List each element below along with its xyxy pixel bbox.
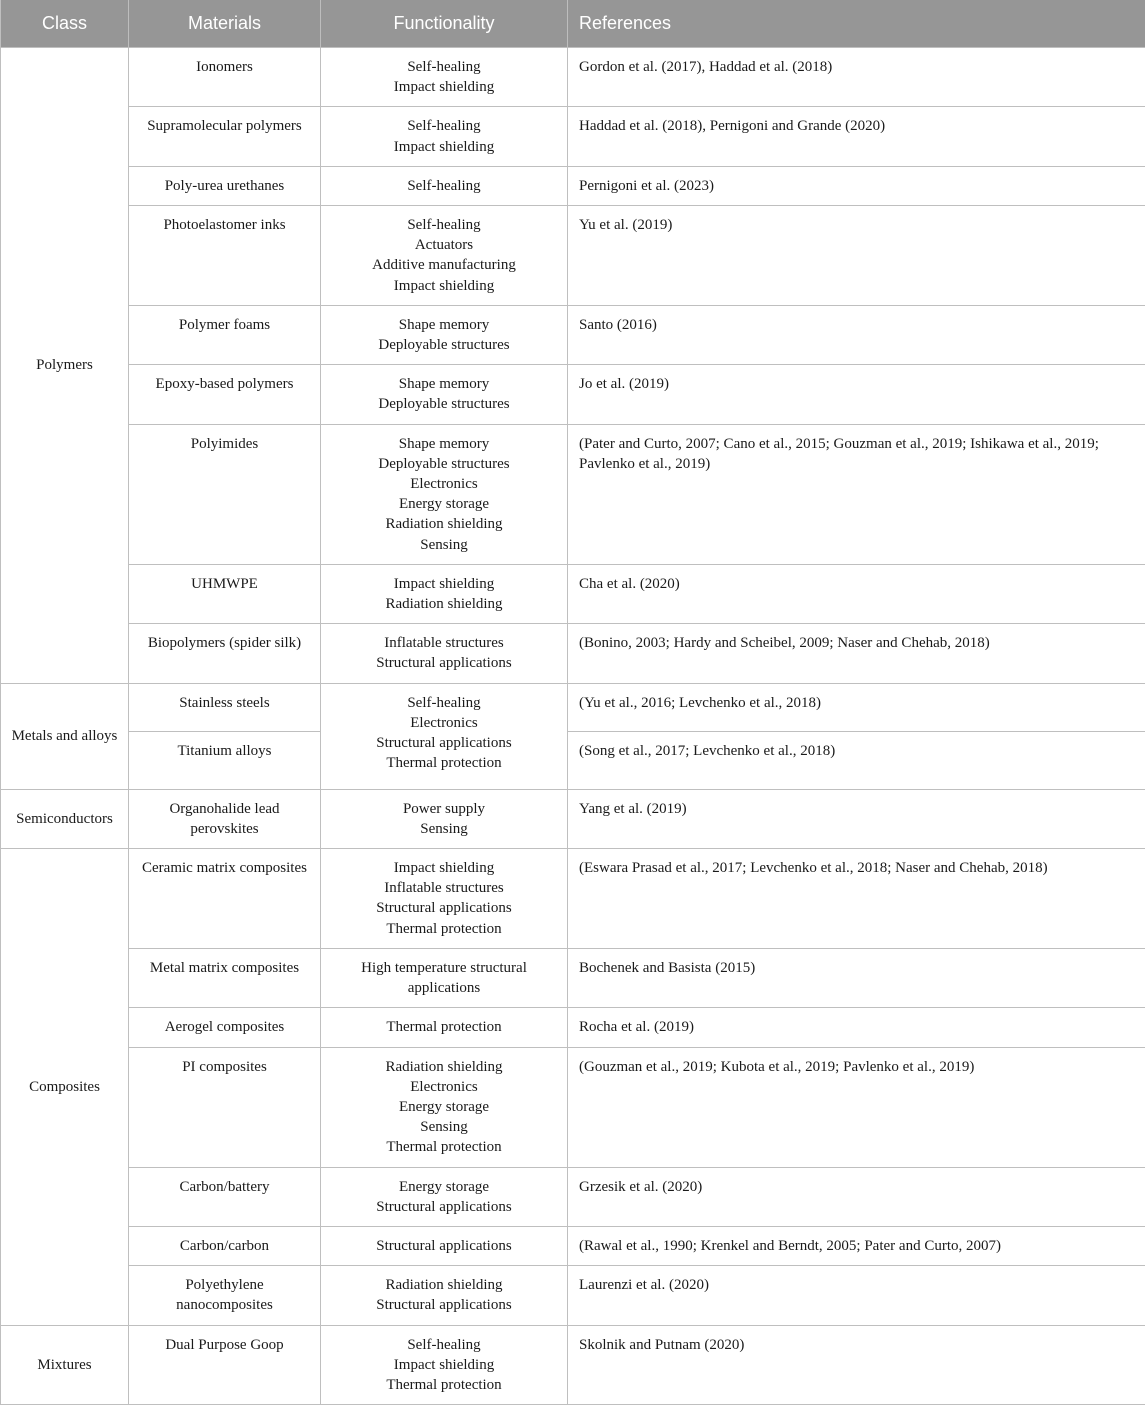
material-cell: Polymer foams — [129, 305, 321, 364]
table-row — [1, 624, 1145, 683]
table-row — [1, 365, 1145, 424]
material-cell: Carbon/battery — [129, 1167, 321, 1226]
table-row — [1, 166, 1145, 205]
table-row — [1, 305, 1145, 364]
material-cell: Titanium alloys — [129, 731, 321, 789]
references-cell: Jo et al. (2019) — [568, 365, 1145, 424]
functionality-item: Structural applications — [331, 733, 557, 753]
references-cell: (Rawal et al., 1990; Krenkel and Berndt, 2005; Pater and Curto, 2007) — [568, 1226, 1145, 1265]
header-functionality: Functionality — [321, 0, 568, 48]
functionality-item: Self-healing — [331, 116, 557, 136]
functionality-item: Sensing — [331, 535, 557, 555]
functionality-item: Electronics — [331, 474, 557, 494]
functionality-cell — [321, 365, 568, 424]
material-cell: Epoxy-based polymers — [129, 365, 321, 424]
functionality-cell — [321, 166, 568, 205]
references-cell: Yu et al. (2019) — [568, 206, 1145, 306]
functionality-item: Thermal protection — [331, 919, 557, 939]
references-cell: Grzesik et al. (2020) — [568, 1167, 1145, 1226]
functionality-item: Radiation shielding — [331, 594, 557, 614]
material-cell: Polyimides — [129, 424, 321, 564]
functionality-item: Structural applications — [331, 1295, 557, 1315]
table-row — [1, 1266, 1145, 1325]
references-cell: Gordon et al. (2017), Haddad et al. (2018) — [568, 48, 1145, 107]
material-cell: Stainless steels — [129, 683, 321, 731]
functionality-item: Structural applications — [331, 1236, 557, 1256]
functionality-cell — [321, 48, 568, 107]
references-cell: Cha et al. (2020) — [568, 564, 1145, 623]
functionality-item: Actuators — [331, 235, 557, 255]
functionality-cell — [321, 424, 568, 564]
functionality-item: Energy storage — [331, 1097, 557, 1117]
references-cell: (Bonino, 2003; Hardy and Scheibel, 2009; Naser and Chehab, 2018) — [568, 624, 1145, 683]
material-cell: Dual Purpose Goop — [129, 1325, 321, 1405]
functionality-item: Impact shielding — [331, 858, 557, 878]
functionality-cell — [321, 206, 568, 306]
functionality-cell — [321, 1226, 568, 1265]
material-cell: Organohalide lead perovskites — [129, 789, 321, 848]
functionality-item: Thermal protection — [331, 753, 557, 773]
material-cell: Metal matrix composites — [129, 948, 321, 1007]
material-cell: Photoelastomer inks — [129, 206, 321, 306]
functionality-item: Deployable structures — [331, 394, 557, 414]
table-row — [1, 48, 1145, 107]
references-cell: Laurenzi et al. (2020) — [568, 1266, 1145, 1325]
functionality-item: Structural applications — [331, 898, 557, 918]
functionality-item: Deployable structures — [331, 335, 557, 355]
functionality-item: Self-healing — [331, 1335, 557, 1355]
material-cell: Aerogel composites — [129, 1008, 321, 1047]
functionality-cell — [321, 1325, 568, 1405]
table-row — [1, 683, 1145, 731]
references-cell: (Song et al., 2017; Levchenko et al., 2018) — [568, 731, 1145, 789]
table-row — [1, 948, 1145, 1007]
functionality-item: Electronics — [331, 1077, 557, 1097]
functionality-item: Self-healing — [331, 215, 557, 235]
functionality-cell — [321, 948, 568, 1007]
functionality-cell — [321, 1047, 568, 1167]
functionality-item: Shape memory — [331, 374, 557, 394]
functionality-cell — [321, 624, 568, 683]
functionality-cell — [321, 1266, 568, 1325]
references-cell: Pernigoni et al. (2023) — [568, 166, 1145, 205]
class-cell: Composites — [1, 849, 129, 1325]
functionality-item: Shape memory — [331, 434, 557, 454]
table-row — [1, 1008, 1145, 1047]
references-cell: Rocha et al. (2019) — [568, 1008, 1145, 1047]
header-materials: Materials — [129, 0, 321, 48]
functionality-item: Sensing — [331, 819, 557, 839]
references-cell: (Yu et al., 2016; Levchenko et al., 2018) — [568, 683, 1145, 731]
material-cell: UHMWPE — [129, 564, 321, 623]
references-cell: Haddad et al. (2018), Pernigoni and Grande (2020) — [568, 107, 1145, 166]
table-row — [1, 424, 1145, 564]
functionality-cell — [321, 305, 568, 364]
functionality-item: Inflatable structures — [331, 633, 557, 653]
header-row — [1, 0, 1145, 48]
references-cell: Skolnik and Putnam (2020) — [568, 1325, 1145, 1405]
class-cell: Polymers — [1, 48, 129, 684]
functionality-item: Self-healing — [331, 176, 557, 196]
functionality-item: Impact shielding — [331, 574, 557, 594]
functionality-item: Radiation shielding — [331, 514, 557, 534]
functionality-item: Energy storage — [331, 1177, 557, 1197]
functionality-item: Additive manufacturing — [331, 255, 557, 275]
functionality-cell — [321, 683, 568, 789]
header-class: Class — [1, 0, 129, 48]
functionality-item: Energy storage — [331, 494, 557, 514]
table-row — [1, 789, 1145, 848]
functionality-item: Thermal protection — [331, 1375, 557, 1395]
table-row — [1, 849, 1145, 949]
material-cell: PI composites — [129, 1047, 321, 1167]
functionality-item: Deployable structures — [331, 454, 557, 474]
material-cell: Ceramic matrix composites — [129, 849, 321, 949]
table-row — [1, 107, 1145, 166]
functionality-cell — [321, 564, 568, 623]
table-row — [1, 731, 1145, 789]
functionality-item: Sensing — [331, 1117, 557, 1137]
functionality-item: Radiation shielding — [331, 1275, 557, 1295]
functionality-item: Thermal protection — [331, 1137, 557, 1157]
class-cell: Mixtures — [1, 1325, 129, 1405]
material-cell: Carbon/carbon — [129, 1226, 321, 1265]
functionality-item: Impact shielding — [331, 77, 557, 97]
functionality-cell — [321, 107, 568, 166]
functionality-item: Impact shielding — [331, 276, 557, 296]
functionality-item: Impact shielding — [331, 1355, 557, 1375]
references-cell: Santo (2016) — [568, 305, 1145, 364]
material-cell: Biopolymers (spider silk) — [129, 624, 321, 683]
functionality-item: High temperature structural applications — [331, 958, 557, 998]
class-cell: Semiconductors — [1, 789, 129, 848]
functionality-item: Shape memory — [331, 315, 557, 335]
functionality-cell — [321, 1167, 568, 1226]
functionality-item: Power supply — [331, 799, 557, 819]
functionality-item: Thermal protection — [331, 1017, 557, 1037]
class-cell: Metals and alloys — [1, 683, 129, 789]
functionality-cell — [321, 789, 568, 848]
functionality-item: Inflatable structures — [331, 878, 557, 898]
functionality-item: Self-healing — [331, 57, 557, 77]
table-row — [1, 1167, 1145, 1226]
table-row — [1, 564, 1145, 623]
functionality-item: Structural applications — [331, 1197, 557, 1217]
functionality-item: Structural applications — [331, 653, 557, 673]
material-cell: Poly-urea urethanes — [129, 166, 321, 205]
functionality-item: Impact shielding — [331, 137, 557, 157]
functionality-item: Radiation shielding — [331, 1057, 557, 1077]
table-row — [1, 206, 1145, 306]
functionality-cell — [321, 849, 568, 949]
table-row — [1, 1226, 1145, 1265]
functionality-item: Electronics — [331, 713, 557, 733]
references-cell: (Pater and Curto, 2007; Cano et al., 2015; Gouzman et al., 2019; Ishikawa et al., 2019; Pavlenko et al., 2019) — [568, 424, 1145, 564]
material-cell: Supramolecular polymers — [129, 107, 321, 166]
table-row — [1, 1325, 1145, 1405]
references-cell: Yang et al. (2019) — [568, 789, 1145, 848]
material-cell: Polyethylene nanocomposites — [129, 1266, 321, 1325]
table-body — [1, 48, 1145, 1405]
references-cell: Bochenek and Basista (2015) — [568, 948, 1145, 1007]
references-cell: (Gouzman et al., 2019; Kubota et al., 2019; Pavlenko et al., 2019) — [568, 1047, 1145, 1167]
material-cell: Ionomers — [129, 48, 321, 107]
functionality-cell — [321, 1008, 568, 1047]
functionality-item: Self-healing — [331, 693, 557, 713]
header-references: References — [568, 0, 1145, 48]
table-row — [1, 1047, 1145, 1167]
references-cell: (Eswara Prasad et al., 2017; Levchenko et al., 2018; Naser and Chehab, 2018) — [568, 849, 1145, 949]
